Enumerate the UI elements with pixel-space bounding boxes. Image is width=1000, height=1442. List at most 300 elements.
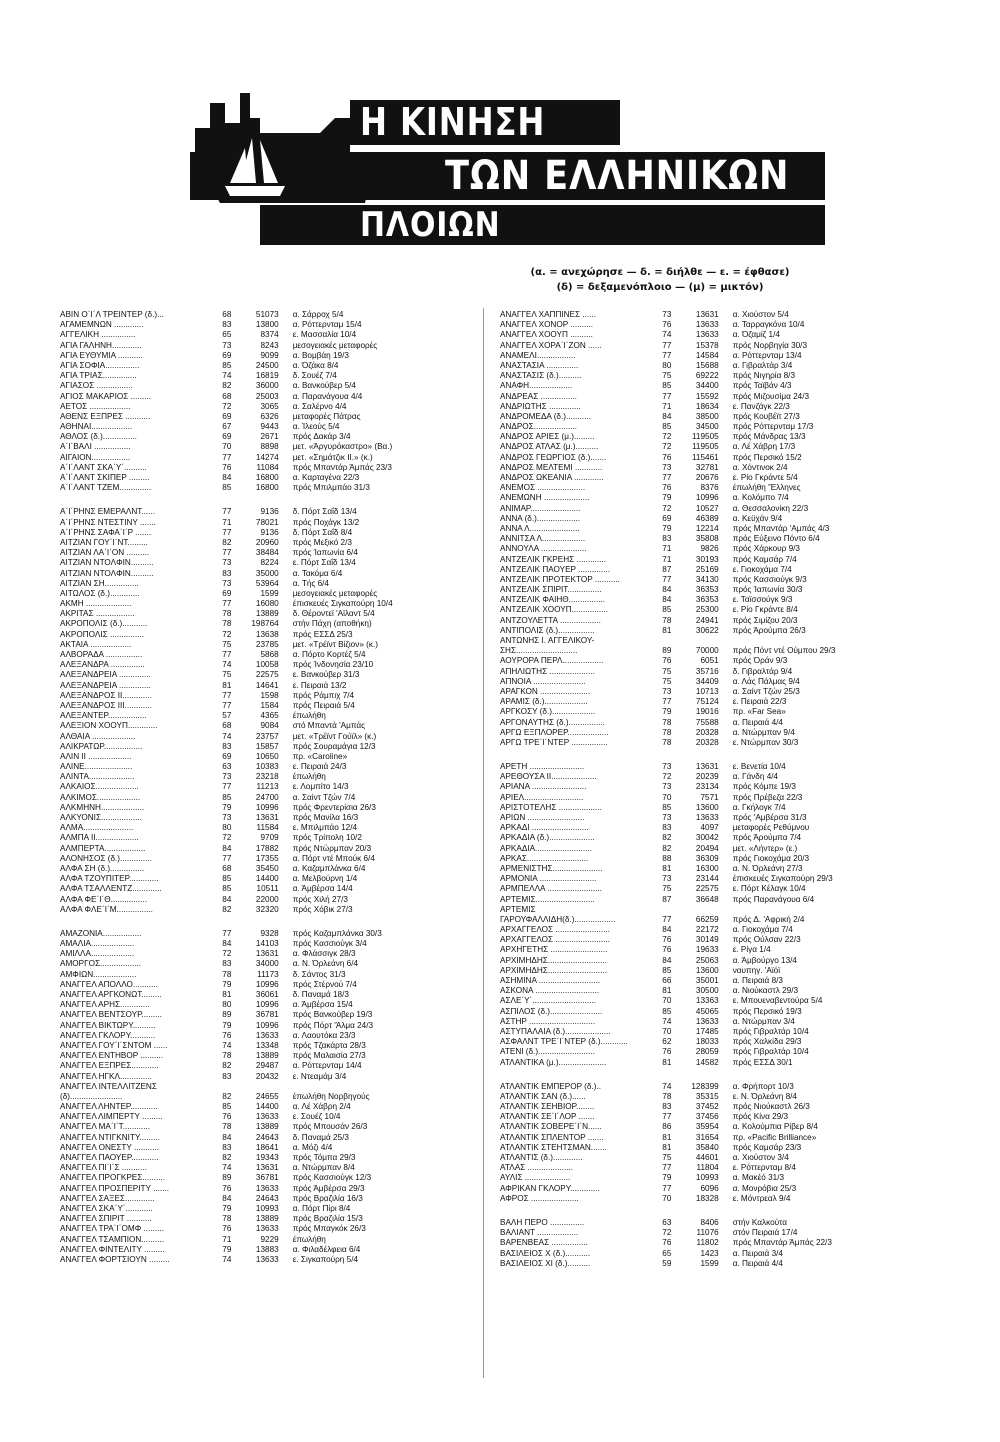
ship-tonnage: 37456 <box>695 1112 719 1122</box>
ship-tonnage: 23218 <box>255 772 279 782</box>
ship-name: ΑΝΔΡΟΣ................... <box>500 422 577 432</box>
ship-status: α. Χιούστον 5/4 <box>732 310 789 319</box>
ship-name: ΑΙΤΖΙΑΝ ΝΤΟΛΦΙΝ.......... <box>60 568 154 578</box>
page-title-line-2: ΤΩΝ ΕΛΛΗΝΙΚΩΝ <box>445 153 790 199</box>
ship-name: ΑΝΑΓΓΕΛ ΧΟΝΟΡ .......... <box>500 320 594 330</box>
ship-name: ΑΛΦΑ ΦΛΕ΄Ι΄Μ................ <box>60 904 153 914</box>
ship-year: 82 <box>222 904 232 914</box>
ship-tonnage: 31654 <box>695 1132 719 1142</box>
ship-year: 69 <box>662 513 672 523</box>
ship-year: 71 <box>662 401 672 411</box>
ship-status: στόν Πειραιά 17/4 <box>732 1228 798 1238</box>
ship-tonnage: 11802 <box>696 1238 719 1248</box>
ship-row <box>500 667 910 677</box>
ship-name: ΑΛΚΥΟΝΙΣ.................. <box>60 813 142 822</box>
ship-year: 80 <box>662 360 672 370</box>
ship-tonnage: 46389 <box>695 513 719 523</box>
ship-row <box>60 1153 470 1163</box>
ship-name: ΑΝΑΓΓΕΛ ΧΑΠΠΙΝΕΣ ...... <box>500 310 596 319</box>
ship-year: 84 <box>222 1132 232 1142</box>
ship-tonnage: 9328 <box>260 928 279 938</box>
ship-tonnage: 1599 <box>700 1258 719 1268</box>
ship-name: ΑΡΙΩΝ ......................... <box>500 813 585 822</box>
ship-year: 75 <box>662 666 672 676</box>
ship-row <box>500 616 910 626</box>
ship-row <box>60 1255 470 1265</box>
ship-tonnage: 4097 <box>700 823 719 833</box>
ship-tonnage: 18033 <box>695 1037 719 1047</box>
ship-name: ΑΝΑΦΗ................... <box>500 381 573 391</box>
ship-year: 84 <box>662 925 672 935</box>
ship-year: 84 <box>662 411 672 421</box>
ship-tonnage: 19016 <box>695 707 719 717</box>
ship-name: ΑΓΙΑ ΕΥΘΥΜΙΑ ........... <box>60 350 143 360</box>
ship-name: ΑΝΔΡΟΣ ΓΕΩΡΓΙΟΣ (δ.)....... <box>500 452 607 462</box>
ship-tonnage: 18641 <box>255 1142 279 1152</box>
ship-status: α. Βανκούβερ 5/4 <box>292 381 356 391</box>
ship-status: α. Ρόττερνταμ 14/4 <box>292 1061 362 1071</box>
ship-year: 71 <box>222 517 232 527</box>
ship-year: 74 <box>222 1254 232 1264</box>
ship-status: α. Κολόμπο 7/4 <box>732 493 789 503</box>
ship-row <box>60 320 470 330</box>
ship-name: ΑΝΑΣΤΑΣΙΣ (δ.).......... <box>500 371 582 381</box>
ship-tonnage: 20960 <box>255 537 279 547</box>
group-gap <box>500 748 910 762</box>
ship-name: ΑΝΕΜΟΣ ..................... <box>500 483 586 493</box>
ship-name: ΑΝΑΓΓΕΛ ΒΙΚΤΩΡΥ.......... <box>60 1020 156 1030</box>
ship-row <box>500 956 910 966</box>
ship-tonnage: 13889 <box>255 1051 279 1061</box>
ship-tonnage: 16800 <box>255 473 279 482</box>
ship-name: ΑΙΤΖΙΑΝ ΓΟΥ΄Ι΄ΝΤ......... <box>60 537 148 547</box>
ship-row <box>500 504 910 514</box>
ship-row <box>500 1143 910 1153</box>
ship-name: ΑΤΛΑΝΤΙΚ ΣΤΕΗΤΣΜΑΝ....... <box>500 1142 607 1152</box>
ship-name: ΑΝΑΓΓΕΛ ΗΓΚΛ.............. <box>60 1071 152 1081</box>
ship-year: 76 <box>222 1183 232 1193</box>
ship-status: μεσογειακές μεταφορές <box>292 340 378 350</box>
ship-row <box>60 1235 470 1245</box>
ship-tonnage: 119505 <box>691 432 719 442</box>
ship-name: Α΄Ι΄ΛΑΝΤ ΤΖΕΜ.............. <box>60 483 152 493</box>
ship-row <box>500 677 910 687</box>
ship-tonnage: 17485 <box>695 1026 719 1036</box>
ship-row <box>60 884 470 894</box>
ship-name: ΑΡΕΤΗ ........................ <box>500 762 585 772</box>
ship-year: 76 <box>222 1224 232 1234</box>
ship-status: πρός 'Αμβέρσα 31/3 <box>732 813 807 822</box>
ship-tonnage: 9084 <box>260 721 279 731</box>
ship-row <box>500 905 910 915</box>
ship-status: πρ. «Caroline» <box>292 751 348 761</box>
ship-row <box>500 738 910 748</box>
ship-status <box>293 1082 470 1092</box>
ship-name: ΑΜΙΛΛΑ................... <box>60 949 135 959</box>
ship-year: 69 <box>222 588 232 598</box>
ship-name: ΑΤΛΑΝΤΙΚΑ (μ.)..................... <box>500 1057 607 1067</box>
ship-name: ΑΘΗΝΑΙ.................. <box>60 422 133 432</box>
ship-year: 77 <box>662 1163 672 1173</box>
ship-name: ΒΑΡΕΝΒΕΑΣ ................ <box>500 1238 588 1248</box>
ship-row <box>60 701 470 711</box>
ship-tonnage: 25063 <box>695 955 719 965</box>
ship-row <box>60 1092 470 1102</box>
ship-name: ΑΡΚΑΔΙ ......................... <box>500 823 589 833</box>
ship-row <box>60 691 470 701</box>
ship-name: ΑΛΚΜΗΝΗ................... <box>60 802 145 812</box>
ship-name: ΑΡΙΕΛ.......................... <box>500 792 584 802</box>
ship-year: 72 <box>662 772 672 782</box>
ship-row <box>500 1163 910 1173</box>
ship-name: Α΄Ι΄ΒΑΛΙ ................ <box>60 442 131 452</box>
ship-row <box>500 524 910 534</box>
ship-status: πρός Χαλκίδα 29/3 <box>732 1037 802 1047</box>
ship-tonnage: 24655 <box>255 1091 279 1101</box>
ship-status: α. Ταρραγκόνα 10/4 <box>732 320 805 330</box>
ship-tonnage: 25169 <box>695 564 719 574</box>
ship-name: ΑΛΕΞΑΝΔΡΕΙΑ .............. <box>60 680 151 690</box>
ship-tonnage: 35001 <box>695 976 719 985</box>
ship-name: ΑΝΤΖΕΛΙΚ ΦΑΙΗΘ................ <box>500 595 606 605</box>
ship-year: 62 <box>662 1037 672 1047</box>
ship-status: α. Λέ Χάβρη 2/4 <box>292 1102 351 1112</box>
ship-tonnage: 13633 <box>255 1224 279 1234</box>
ship-year: 76 <box>662 1238 672 1248</box>
ship-name: Α΄Ι΄ΡΗΝΣ ΕΜΕΡΑΛΝΤ...... <box>60 507 155 517</box>
ship-row <box>60 813 470 823</box>
ship-status: α. Ντώρμπαν 8/4 <box>292 1163 355 1173</box>
ship-status: πρός Παρανάγουα 6/4 <box>732 894 815 904</box>
ship-status: πρός Μπαγκόκ 26/3 <box>292 1224 366 1234</box>
ship-status: πρός Νορβηγία 30/3 <box>732 340 808 350</box>
ship-name: ΑΝΤΩΝΗΣ Ι. ΑΓΓΕΛΙΚΟΥ- <box>500 636 595 645</box>
ship-row <box>60 1143 470 1153</box>
ship-row <box>500 833 910 843</box>
ship-status: πρός Σιμίζου 20/3 <box>732 615 798 625</box>
ship-tonnage: 22172 <box>695 925 719 935</box>
ship-name: ΑΝΑΓΓΕΛ ΑΠΟΛΛΟ........... <box>60 979 158 989</box>
ship-status: α. Μακέό 31/3 <box>732 1173 785 1183</box>
ship-year: 73 <box>662 874 672 884</box>
ship-row <box>60 1031 470 1041</box>
ship-year: 77 <box>662 697 672 707</box>
ship-status: πρός Καμσάρ 7/4 <box>732 554 797 564</box>
ship-year: 88 <box>662 853 672 863</box>
ship-row <box>500 996 910 1006</box>
ship-status: α. Γιβραλτάρ 3/4 <box>732 360 793 370</box>
ship-status <box>733 905 910 915</box>
ship-row <box>500 707 910 717</box>
ship-row <box>60 874 470 884</box>
ship-row <box>60 762 470 772</box>
legend-line-1: (α. = ανεχώρησε — δ. = διήλθε — ε. = έφθασε) <box>530 267 790 278</box>
ship-row <box>500 966 910 976</box>
ship-row <box>60 630 470 640</box>
ship-name: ΑΟΥΡΟΡΑ ΠΕΡΛ.................. <box>500 656 604 666</box>
ship-row <box>500 605 910 615</box>
ship-row <box>60 351 470 361</box>
ship-year: 66 <box>662 976 672 985</box>
ship-tonnage <box>231 1082 278 1092</box>
ship-year: 74 <box>222 1040 232 1050</box>
ship-year: 77 <box>662 473 672 482</box>
ship-name: ΑΙΤΩΛΟΣ (δ.)............. <box>60 588 140 598</box>
ship-year: 83 <box>222 741 232 751</box>
ship-row <box>60 609 470 619</box>
ship-name: ΑΤΛΑΝΤΙΚ ΣΟΒΕΡΕ΄Ι΄Ν...... <box>500 1122 602 1132</box>
ship-status: ε. Ρίο Γκράντε 5/4 <box>732 473 798 482</box>
ship-name: ΑΝΑΓΓΕΛ ΛΗΝΤΕΡ............ <box>60 1102 158 1112</box>
ship-tonnage: 35840 <box>695 1142 719 1152</box>
ship-tonnage: 36353 <box>695 585 719 595</box>
ship-tonnage: 14582 <box>695 1057 719 1067</box>
ship-name: ΑΘΕΝΣ ΕΞΠΡΕΣ ........... <box>60 411 151 421</box>
ship-row <box>500 1194 910 1204</box>
ship-row <box>500 514 910 524</box>
ship-row <box>60 640 470 650</box>
ship-row <box>60 463 470 473</box>
ship-tonnage: 35716 <box>695 666 719 676</box>
ship-name: ΑΛΕΞΑΝΔΡΟΣ ΙΙΙ............ <box>60 700 152 710</box>
ship-status: πρός Περσικό 19/3 <box>732 1006 802 1016</box>
ship-year: 84 <box>222 1193 232 1203</box>
ship-status: πρός Νιούκαστλ 26/3 <box>732 1102 810 1112</box>
ship-year: 78 <box>222 1214 232 1224</box>
ship-row <box>60 854 470 864</box>
ship-row <box>60 548 470 558</box>
group-gap <box>500 1068 910 1082</box>
ship-status: μεταφορές Ρεθύμνου <box>732 823 810 833</box>
ship-name: ΑΥΛΙΣ .................... <box>500 1173 571 1183</box>
ship-tonnage: 25300 <box>695 605 719 615</box>
ship-tonnage: 69222 <box>695 371 719 381</box>
ship-row <box>500 636 910 646</box>
ship-tonnage: 1598 <box>260 690 279 700</box>
ship-name: ΑΝΝΙΤΣΑ Λ................... <box>500 534 586 544</box>
ship-name: ΑΝΔΡΟΣ ΩΚΕΑΝΙΑ ............. <box>500 473 604 482</box>
ship-row <box>500 646 910 656</box>
ship-name: ΑΛΟΝΗΣΟΣ (δ.).............. <box>60 853 152 863</box>
ship-name: ΑΝΑΓΓΕΛ ΒΕΝΤΣΟΥΡ......... <box>60 1010 162 1020</box>
ship-status: α. Βομβάη 19/3 <box>292 350 349 360</box>
ship-row <box>60 538 470 548</box>
ship-year: 73 <box>222 558 232 568</box>
ship-status: α. Γιοκοχάμα 7/4 <box>732 925 793 935</box>
ship-row <box>60 1133 470 1143</box>
ship-year: 85 <box>662 605 672 615</box>
ship-tonnage: 36781 <box>255 1173 279 1183</box>
ship-tonnage: 13633 <box>255 1254 279 1264</box>
ship-row <box>60 619 470 629</box>
ship-tonnage: 9443 <box>260 422 279 432</box>
ship-status: πρός Νιγηρία 8/3 <box>732 371 796 381</box>
ship-year: 89 <box>662 646 672 656</box>
ship-status: πρός Μάνδρας 13/3 <box>732 432 806 442</box>
ship-tonnage: 5868 <box>260 650 279 659</box>
ship-year: 85 <box>662 802 672 812</box>
ship-status: α. Άμβέρσα 14/4 <box>292 884 353 894</box>
ship-status: ε. Μπουεναβεντούρα 5/4 <box>732 996 823 1006</box>
ship-row <box>500 986 910 996</box>
ship-tonnage: 53964 <box>255 578 279 588</box>
ship-name: ΑΝΑΓΓΕΛ ΕΝΤΗΒΟΡ .......... <box>60 1051 164 1061</box>
ship-status: στό Μπαντά 'Αμπάς <box>292 721 366 731</box>
ship-year: 73 <box>222 772 232 782</box>
ship-status: ε. Ρίο Γκράντε 8/4 <box>732 605 798 615</box>
ship-tonnage: 36000 <box>255 381 279 391</box>
ship-row <box>500 1249 910 1259</box>
ship-status: πρός Όράν 9/3 <box>732 656 788 666</box>
ship-tonnage: 30622 <box>695 625 719 635</box>
ship-row <box>500 793 910 803</box>
ship-row <box>500 1047 910 1057</box>
ship-year: 85 <box>222 792 232 802</box>
ship-name: ΑΤΛΑΝΤΙΚ ΕΜΠΕΡΟΡ (δ.).. <box>500 1081 602 1091</box>
ship-status: στήν Καλκούτα <box>732 1217 787 1227</box>
ship-name: Α΄Ι΄ΛΑΝΤ ΣΚΑ΄Υ΄.......... <box>60 462 147 472</box>
ship-tonnage: 15688 <box>695 360 719 370</box>
ship-row <box>500 687 910 697</box>
ship-status: πρός Τόμπα 29/3 <box>292 1153 356 1162</box>
ship-tonnage: 34409 <box>695 676 719 686</box>
ship-year: 85 <box>222 874 232 884</box>
ship-status: α. Πειραιά 4/4 <box>732 1258 783 1268</box>
ship-year: 73 <box>662 686 672 696</box>
ship-name: ΑΝΔΡΙΩΤΗΣ .............. <box>500 401 581 411</box>
ship-row <box>500 493 910 503</box>
ship-tonnage <box>671 905 718 915</box>
ship-tonnage: 32781 <box>695 462 719 472</box>
ship-status: στήν Πάχη (αποθήκη) <box>292 619 372 629</box>
ship-status: α. Κολούμπια Ρίβερ 8/4 <box>732 1122 818 1132</box>
ship-row <box>60 310 470 320</box>
ship-row <box>500 1173 910 1183</box>
ship-year: 72 <box>662 1228 672 1238</box>
ship-status: πρός Ίνδονησία 23/10 <box>292 660 374 670</box>
ship-status: πρός Δ. 'Αφρική 2/4 <box>732 914 805 924</box>
ship-status: ε. Λομπίτο 14/3 <box>292 782 349 792</box>
ship-name: ΑΝΑΓΓΕΛ ΟΝΕΣΤΥ ........... <box>60 1142 160 1152</box>
ship-tonnage: 24500 <box>255 360 279 370</box>
ship-status: α. Ν. Όρλεάνη 27/3 <box>732 863 803 873</box>
ship-status: πρός Μανίλα 16/3 <box>292 813 359 822</box>
ship-year: 77 <box>662 350 672 360</box>
ship-year: 77 <box>662 574 672 584</box>
ship-status: α. Σαίντ Τζών 7/4 <box>292 792 356 802</box>
ship-name: ΑΛΜΠΑ ΙΙ................... <box>60 833 139 843</box>
ship-year: 82 <box>222 381 232 391</box>
ship-status: α. Μονρόβια 25/3 <box>732 1183 797 1193</box>
ship-name: ΑΤΛΑΝΤΙΚ ΣΕ΄Ι΄ΛΟΡ ....... <box>500 1112 595 1122</box>
ship-year: 68 <box>222 863 232 873</box>
ship-name: ΑΓΓΕΛΙΚΗ ............... <box>60 330 136 340</box>
ship-year <box>648 905 672 915</box>
ship-year <box>648 636 672 646</box>
ship-status: πρός Ταϊβάν 4/3 <box>732 381 792 391</box>
ship-status: α. Ντώρμπαν 3/4 <box>732 1016 795 1026</box>
ship-year: 78 <box>222 609 232 619</box>
ship-tonnage: 66259 <box>695 914 719 924</box>
ship-row <box>60 895 470 905</box>
ship-name: ΑΚΤΑΙΑ .................. <box>60 639 132 649</box>
ship-row <box>60 660 470 670</box>
ship-tonnage: 10383 <box>255 762 279 772</box>
ship-year: 82 <box>222 1061 232 1071</box>
ship-tonnage: 13889 <box>255 609 279 619</box>
ship-status: πρός Βραζιλία 15/3 <box>292 1214 363 1224</box>
ship-year: 85 <box>662 1006 672 1016</box>
ship-tonnage: 13638 <box>255 629 279 639</box>
ship-tonnage: 13633 <box>695 1016 719 1026</box>
ship-year: 71 <box>662 544 672 554</box>
ship-status: πρός Ποχάγκ 13/2 <box>292 517 360 527</box>
ship-name: ΑΡΚΑΔΙΑ (δ.).................... <box>500 833 595 843</box>
ship-row <box>60 793 470 803</box>
ship-tonnage: 37452 <box>695 1102 719 1112</box>
ship-status: α. Χιούστον 3/4 <box>732 1153 789 1162</box>
ship-name: ΑΛΕΞΑΝΤΕΡ................. <box>60 711 147 721</box>
ship-row <box>60 507 470 517</box>
ship-tonnage: 11213 <box>256 782 279 792</box>
ship-year: 81 <box>662 1132 672 1142</box>
ship-row <box>60 949 470 959</box>
ship-name: ΑΜΟΡΓΟΣ.................. <box>60 959 141 969</box>
ship-status: α. Μόζι 4/4 <box>292 1142 333 1152</box>
ship-status: μετ. «Τρέϊντ Γούϊλ» (κ.) <box>292 731 377 741</box>
ship-tonnage: 30042 <box>695 833 719 843</box>
ship-tonnage: 20239 <box>695 772 719 782</box>
ship-status: α. Φλάσσιγκ 28/3 <box>292 949 356 959</box>
ship-name: ΑΦΡΟΣ ..................... <box>500 1193 579 1203</box>
ship-year: 70 <box>662 996 672 1006</box>
ship-name: ΑΤΛΑΝΤΙΚ ΣΕΗΒΙΟΡ........ <box>500 1102 595 1112</box>
ship-tonnage: 12214 <box>695 523 719 533</box>
ship-year: 85 <box>662 965 672 975</box>
ship-year: 78 <box>662 1091 672 1101</box>
ship-year: 76 <box>662 935 672 945</box>
ship-name: ΑΡΚΑΔΙΑ......................... <box>500 843 592 853</box>
ship-name: ΑΝΑΓΓΕΛ ΝΤΙΓΚΝΙΤΥ......... <box>60 1132 160 1142</box>
ship-tonnage: 14103 <box>255 939 279 949</box>
ship-name: ΑΝΔΡΟΣ ΜΕΛΤΕΜΙ ............ <box>500 462 603 472</box>
ship-year: 77 <box>662 914 672 924</box>
ship-year: 85 <box>222 483 232 493</box>
ship-status: α. Κεϋχάν 9/4 <box>732 513 783 523</box>
ship-name: ΑΛΕΞΑΝΔΡΕΙΑ .............. <box>60 670 151 680</box>
ship-status: ε. Πειραιά 22/3 <box>732 697 787 707</box>
ship-status: ε. Πανζάγκ 22/3 <box>732 401 790 411</box>
ship-row <box>500 565 910 575</box>
ship-name: ΑΝΤΖΕΛΙΚ ΣΠΙΡΙΤ............... <box>500 585 602 595</box>
ship-status: πρός Ίαπωνία 30/3 <box>732 585 803 595</box>
ship-year: 83 <box>662 823 672 833</box>
ship-row <box>60 1102 470 1112</box>
ship-name: ΑΡΤΕΜΙΣ.......................... <box>500 894 595 904</box>
ship-status: ε. Γιοκοχάμα 7/4 <box>732 564 792 574</box>
ship-name: ΑΚΡΟΠΟΛΙΣ ............... <box>60 629 145 639</box>
ship-year: 57 <box>222 711 232 721</box>
ship-year: 82 <box>222 1091 232 1101</box>
ship-year: 85 <box>662 422 672 432</box>
ship-tonnage: 10996 <box>255 802 279 812</box>
ship-name: ΑΡΚΑΣ........................... <box>500 853 589 863</box>
ship-status: πρός Χάρκουρ 9/3 <box>732 544 800 554</box>
ship-row <box>60 742 470 752</box>
ship-row <box>500 1037 910 1047</box>
ship-tonnage: 9709 <box>260 833 279 843</box>
ship-status: α. Σαίντ Τζών 25/3 <box>732 686 800 696</box>
